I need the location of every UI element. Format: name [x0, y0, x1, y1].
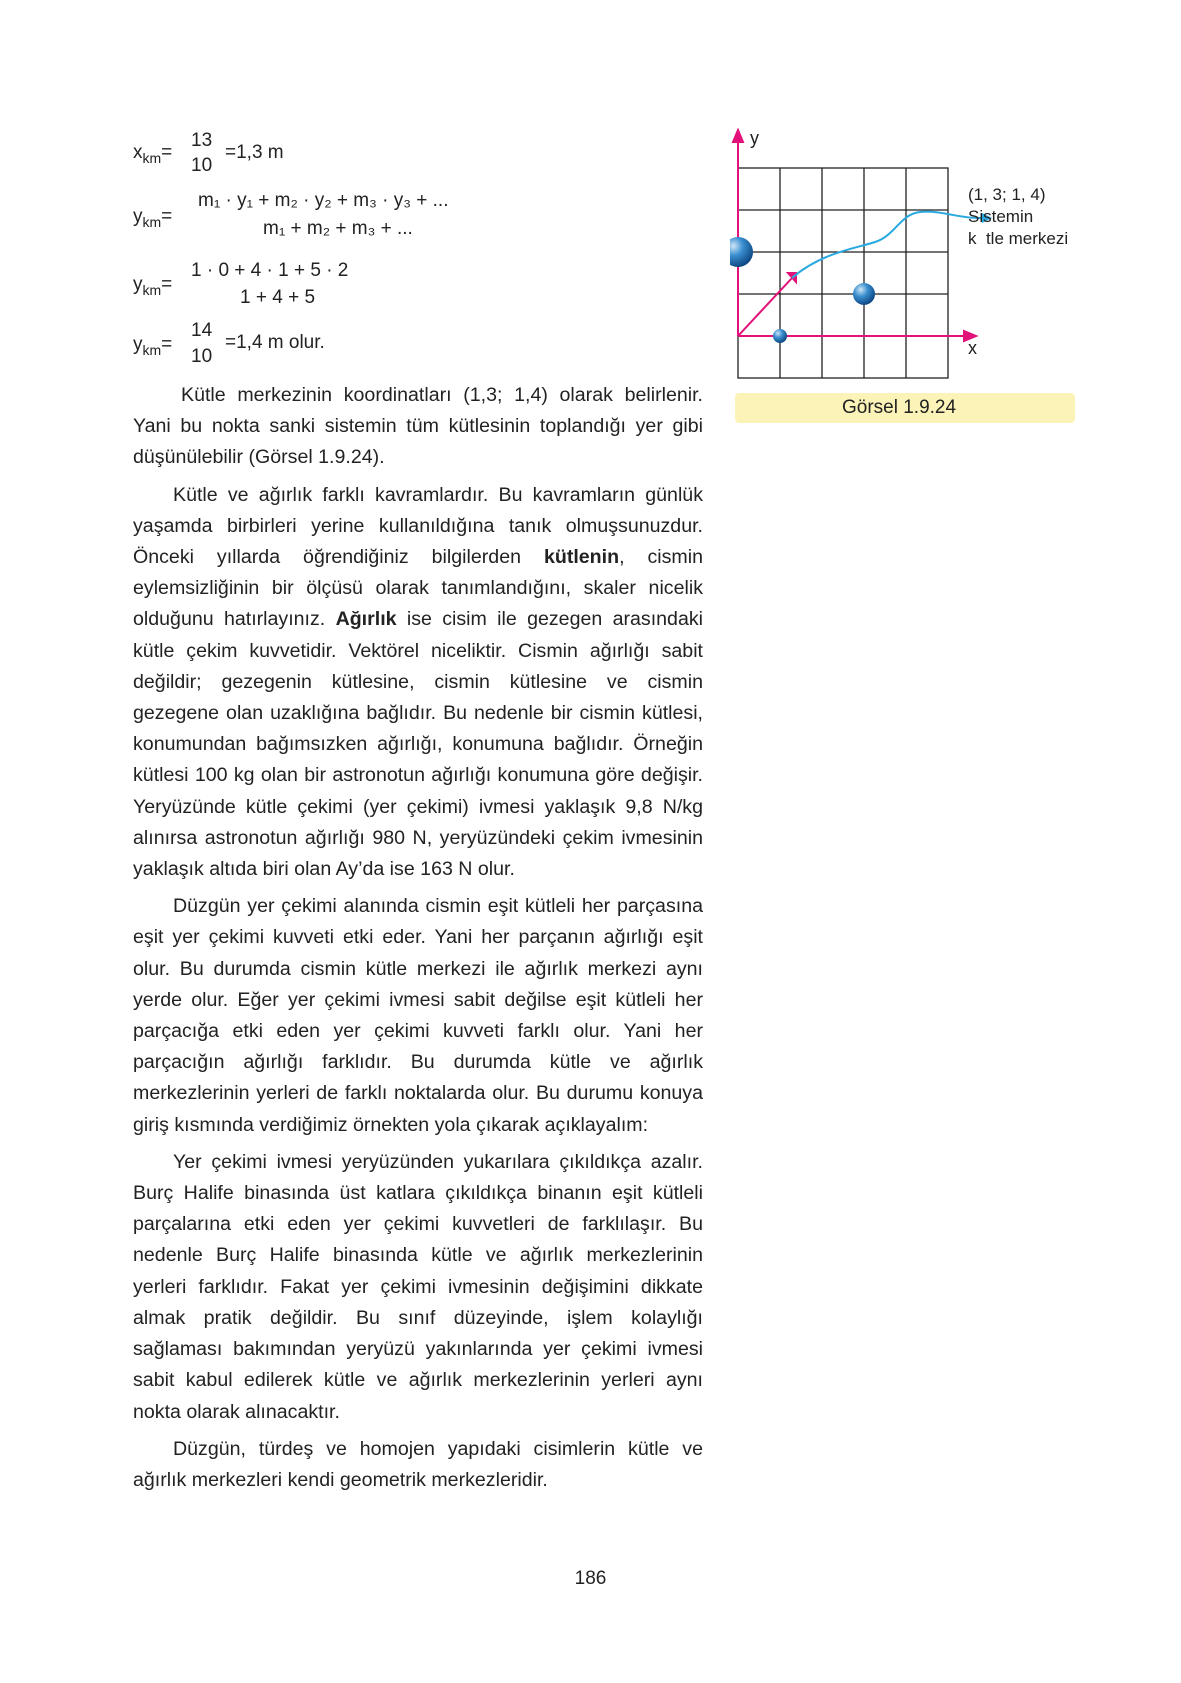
grid-diagram — [730, 128, 1090, 428]
annotation-system: Sistemin — [968, 207, 1034, 226]
grid-lines — [738, 168, 948, 378]
large-ball — [730, 237, 753, 267]
eq1-lhs: x — [133, 142, 143, 163]
term-kutlenin: kütlenin — [543, 546, 620, 569]
paragraph-5: Düzgün, türdeş ve homojen yapıdaki cisimlerin kütle ve ağırlık merkezleri kendi geometrik merkezleridir. — [133, 1437, 703, 1491]
eq4-lhs: y — [133, 334, 143, 355]
paragraph-4: Yer çekimi ivmesi yeryüzünden yukarılara çıkıldıkça azalır. Burç Halife binasında üst katlara çıkıldıkça binanın eşit kütleli parçalarına etki eden yer çekimi kuvvetleri de farklılaşır. Bu nedenle Burç Halife binasında kütle ve ağırlık merkezlerinin yerleri farklıdır. Fakat yer çekimi ivmesinin değişimini dikkate almak pratik değildir. Bu sınıf düzeyinde, işlem kolaylığı sağlaması bakımından yeryüzü yakınlarında yer çekimi ivmesi sabit kabul edilerek kütle ve ağırlık merkezlerinin yerleri aynı nokta olarak alınacaktır. — [133, 1150, 703, 1423]
figure-center-of-mass — [730, 128, 1090, 428]
eq3-numerator: 1 · 0 + 4 · 1 + 5 · 2 — [191, 260, 349, 281]
paragraph-2-part-3: ise cisim ile gezegen arasındaki kütle çekim kuvvetidir. Vektörel niceliktir. Cismin ağırlığı sabit değildir; gezegenin kütlesine, cismin kütlesine ve cismin gezegene olan uzaklığına bağlıdır. Bu nedenle bir cismin kütlesi, konumundan bağımsızken ağırlığı, konumuna bağlıdır. Örneğin kütlesi 100 kg olan bir astronotun ağırlığı konumuna göre değişir. Yeryüzünde kütle çekimi (yer çekimi) ivmesi yaklaşık 9,8 N/kg alınırsa astronotun ağırlığı 980 N, yeryüzündeki çekim ivmesinin yaklaşık altıda biri olan Ay’da ise 163 N olur. — [133, 608, 703, 881]
axes — [733, 130, 976, 341]
equation-ykm-result — [133, 320, 433, 370]
paragraph-2-part-2: , cismin eylemsizliğinin bir ölçüsü olarak tanımlandığını, skaler nicelik olduğunu hatırlayınız. — [133, 546, 703, 631]
eq1-result: =1,3 m — [225, 142, 284, 163]
medium-ball — [853, 283, 875, 305]
paragraph-1: Kütle merkezinin koordinatları (1,3; 1,4) olarak belirlenir. Yani bu nokta sanki sistemin tüm kütlesinin toplandığı yer gibi düşünülebilir (Görsel 1.9.24). — [133, 384, 703, 469]
eq1-eq: = — [161, 142, 173, 163]
annotation-center-of-mass: k tle merkezi — [968, 229, 1069, 248]
center-of-mass-pointer — [792, 212, 986, 278]
eq1-sub: km — [142, 149, 162, 166]
eq3-lhs: y — [133, 274, 143, 295]
figure-caption — [735, 393, 1075, 423]
small-ball — [773, 329, 787, 343]
y-axis-label: y — [750, 128, 759, 148]
eq4-result: =1,4 m olur. — [225, 332, 325, 353]
eq2-sub: km — [142, 213, 162, 230]
equation-ykm-values — [133, 260, 433, 310]
eq1-denominator: 10 — [191, 155, 213, 176]
paragraph-3: Düzgün yer çekimi alanında cismin eşit kütleli her parçasına eşit yer çekimi kuvveti etki eder. Yani her parçanın ağırlığı eşit olur. Bu durumda cismin kütle merkezi ile ağırlık merkezi aynı yerde olur. Eğer yer çekimi ivmesi sabit değilse eşit kütleli her parçacığa etki eden yer çekimi kuvveti farklı olur. Yani her parçacığın ağırlığı farklıdır. Bu durumda kütle ve ağırlık merkezlerinin yerleri de farklı noktalarda olur. Bu durumu konuya giriş kısmında verdiğimiz örnekten yola çıkarak açıklayalım: — [133, 895, 703, 1136]
figure-caption-text: Görsel 1.9.24 — [842, 397, 957, 418]
annotation-coordinates: (1, 3; 1, 4) — [968, 185, 1046, 204]
body-text — [133, 380, 703, 1502]
eq3-denominator: 1 + 4 + 5 — [240, 287, 316, 308]
eq3-eq: = — [161, 274, 173, 295]
eq1-numerator: 13 — [191, 130, 213, 151]
term-agirlik: Ağırlık — [335, 608, 397, 631]
annotation — [968, 184, 1068, 250]
eq2-lhs: y — [133, 206, 143, 227]
paragraph-2 — [133, 480, 703, 886]
paragraph-2-part-1: Kütle ve ağırlık farklı kavramlardır. Bu kavramların günlük yaşamda birbirleri yerine kullanıldığına tanık olmuşsunuzdur. Önceki yıllarda öğrendiğiniz bilgilerden — [133, 483, 703, 569]
eq3-sub: km — [142, 281, 162, 298]
equation-ykm-general — [133, 190, 533, 240]
equation-xkm — [133, 130, 333, 180]
eq2-denominator: m₁ + m₂ + m₃ + ... — [263, 218, 413, 239]
eq4-sub: km — [142, 341, 162, 358]
eq2-numerator: m₁ · y₁ + m₂ · y₂ + m₃ · y₃ + ... — [198, 190, 449, 211]
eq2-eq: = — [161, 206, 173, 227]
x-axis-label: x — [968, 338, 977, 358]
eq4-numerator: 14 — [191, 320, 213, 341]
position-arrow — [738, 273, 796, 336]
page-number: 186 — [574, 1568, 607, 1589]
eq4-eq: = — [161, 334, 173, 355]
eq4-denominator: 10 — [191, 346, 213, 367]
